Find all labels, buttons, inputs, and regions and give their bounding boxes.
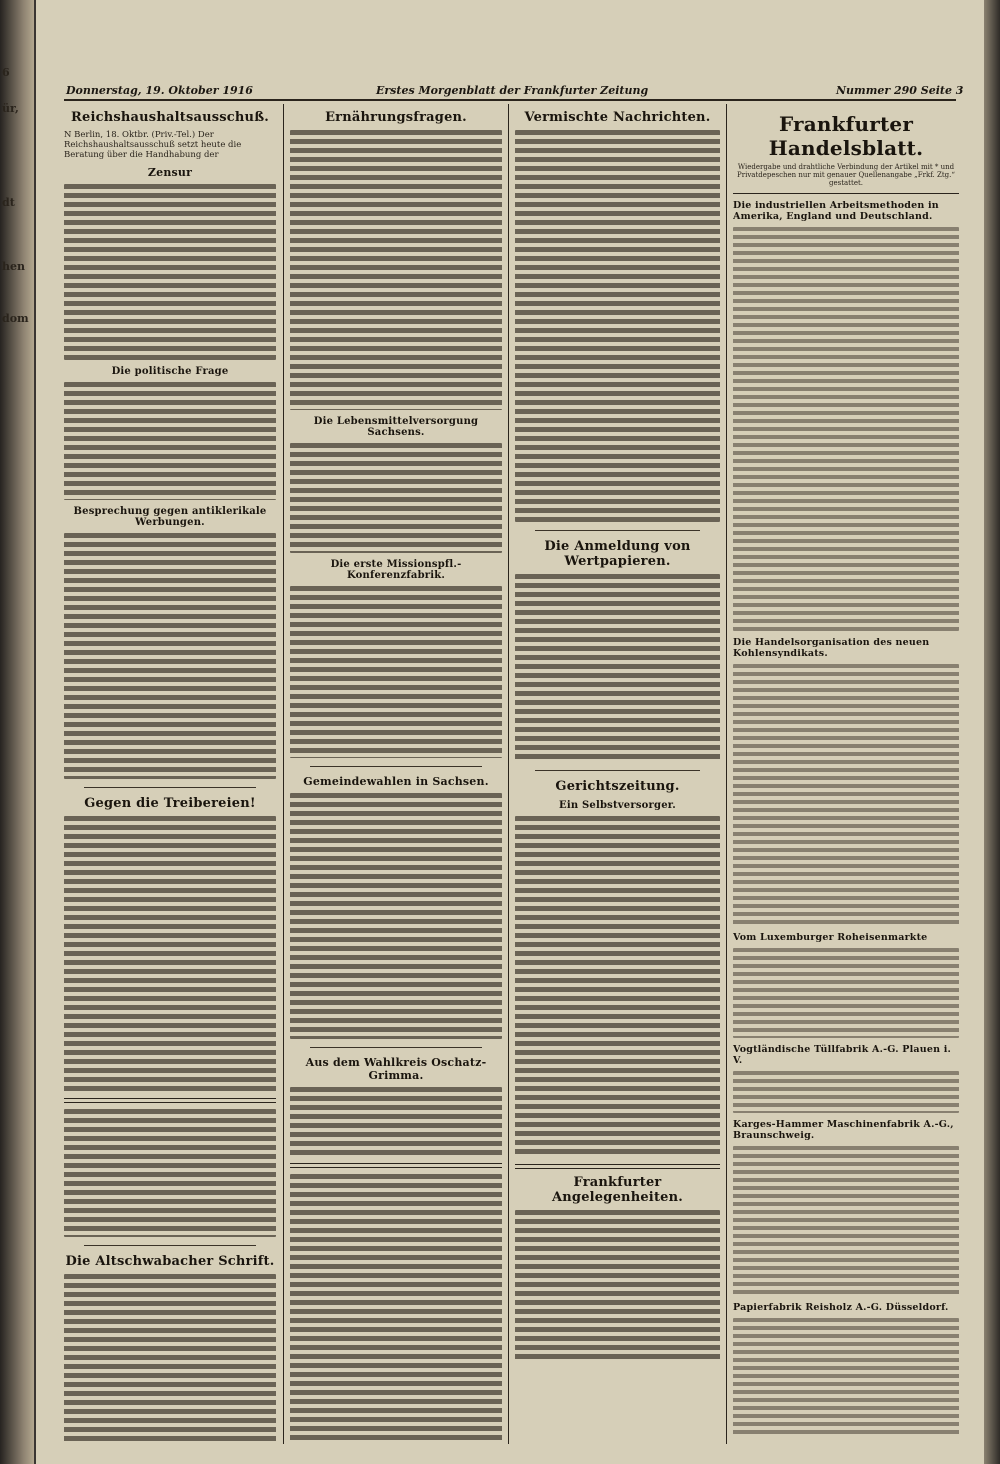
margin-fragment: ür, [2, 102, 19, 115]
margin-fragment: hen [2, 260, 25, 273]
text-block [515, 816, 720, 1158]
text-block [64, 184, 276, 360]
text-block [290, 130, 502, 410]
running-head-date: Donnerstag, 19. Oktober 1916 [66, 84, 253, 97]
text-block [290, 443, 502, 553]
article-heading: Gerichtszeitung. [555, 779, 680, 794]
article-subheading: Ein Selbstversorger. [559, 800, 676, 811]
article-heading: Die Altschwabacher Schrift. [65, 1254, 275, 1269]
text-block [733, 227, 959, 631]
text-block [290, 1174, 502, 1444]
header-rule [64, 99, 956, 101]
article-heading: Vermischte Nachrichten. [524, 110, 711, 125]
column-3 [515, 104, 720, 1444]
running-head-page-number: Nummer 290 Seite 3 [836, 84, 964, 97]
article-heading: Karges-Hammer Maschinenfabrik A.-G., Braunschweig. [733, 1119, 954, 1141]
separator [733, 193, 959, 194]
article-subheading: Die politische Frage [111, 366, 229, 377]
text-block [290, 586, 502, 758]
article-heading: Ernährungsfragen. [325, 110, 467, 125]
text-block [733, 664, 959, 926]
text-block [733, 1318, 959, 1438]
article-heading: Frankfurter Angelegenheiten. [551, 1175, 684, 1205]
article-heading: Die industriellen Arbeitsmethoden in Amerika, England und Deutschland. [733, 200, 939, 222]
column-1 [64, 104, 276, 1444]
separator [290, 1163, 502, 1168]
column-4 [733, 104, 959, 1444]
separator [310, 1047, 482, 1048]
article-subheading: Die erste Missionspfl.-Konferenzfabrik. [330, 559, 462, 581]
running-head-title: Erstes Morgenblatt der Frankfurter Zeitung [376, 84, 649, 97]
article-heading: Vogtländische Tüllfabrik A.-G. Plauen i. V. [733, 1044, 952, 1066]
text-block [64, 1109, 276, 1237]
margin-fragment: 6 [2, 66, 10, 79]
separator [84, 787, 256, 788]
article-subheading: Zensur [147, 166, 193, 179]
article-heading: Die Anmeldung von Wertpapieren. [544, 539, 691, 569]
article-heading: Papierfabrik Reisholz A.-G. Düsseldorf. [733, 1302, 949, 1313]
article-heading: Gemeindewahlen in Sachsen. [303, 775, 489, 788]
column-rule [726, 104, 727, 1444]
text-block [64, 816, 276, 1092]
text-block [733, 1146, 959, 1296]
article-heading: Reichshaushaltsausschuß. [70, 110, 270, 125]
separator [64, 1098, 276, 1103]
article-lead: N Berlin, 18. Oktbr. (Priv.-Tel.) Der Reichshaushaltsausschuß setzt heute die Beratung über die Handhabung der [64, 130, 242, 160]
text-block [515, 130, 720, 522]
margin-fragment: dom [2, 312, 29, 325]
article-subheading: Besprechung gegen antiklerikale Werbungen. [73, 506, 267, 528]
text-block [64, 382, 276, 500]
text-block [733, 1071, 959, 1113]
separator [535, 530, 700, 531]
section-subtitle: Wiedergabe und drahtliche Verbindung der Artikel mit * und Privatdepeschen nur mit genauer Quellenangabe „Frkf. Ztg.“ gestattet. [737, 163, 955, 187]
page-shadow [984, 0, 1000, 1464]
adjacent-page-edge [0, 0, 34, 1464]
article-heading: Vom Luxemburger Roheisenmarkte [733, 932, 928, 943]
separator [84, 1245, 256, 1246]
text-block [64, 1274, 276, 1444]
column-rule [283, 104, 284, 1444]
separator [310, 766, 482, 767]
column-rule [508, 104, 509, 1444]
article-heading: Aus dem Wahlkreis Oschatz-Grimma. [305, 1056, 487, 1082]
text-block [515, 1210, 720, 1360]
article-heading: Gegen die Treibereien! [84, 796, 256, 811]
article-heading: Die Handelsorganisation des neuen Kohlensyndikats. [733, 637, 930, 659]
article-subheading: Die Lebensmittelversorgung Sachsens. [313, 416, 479, 438]
margin-fragment: dt [2, 196, 15, 209]
text-block [64, 533, 276, 779]
text-block [290, 793, 502, 1039]
text-block [515, 574, 720, 762]
text-block [733, 948, 959, 1038]
column-2 [290, 104, 502, 1444]
newspaper-page [36, 0, 984, 1464]
text-block [290, 1087, 502, 1157]
separator [515, 1164, 720, 1169]
section-title: Frankfurter Handelsblatt. [768, 112, 924, 160]
separator [535, 770, 700, 771]
